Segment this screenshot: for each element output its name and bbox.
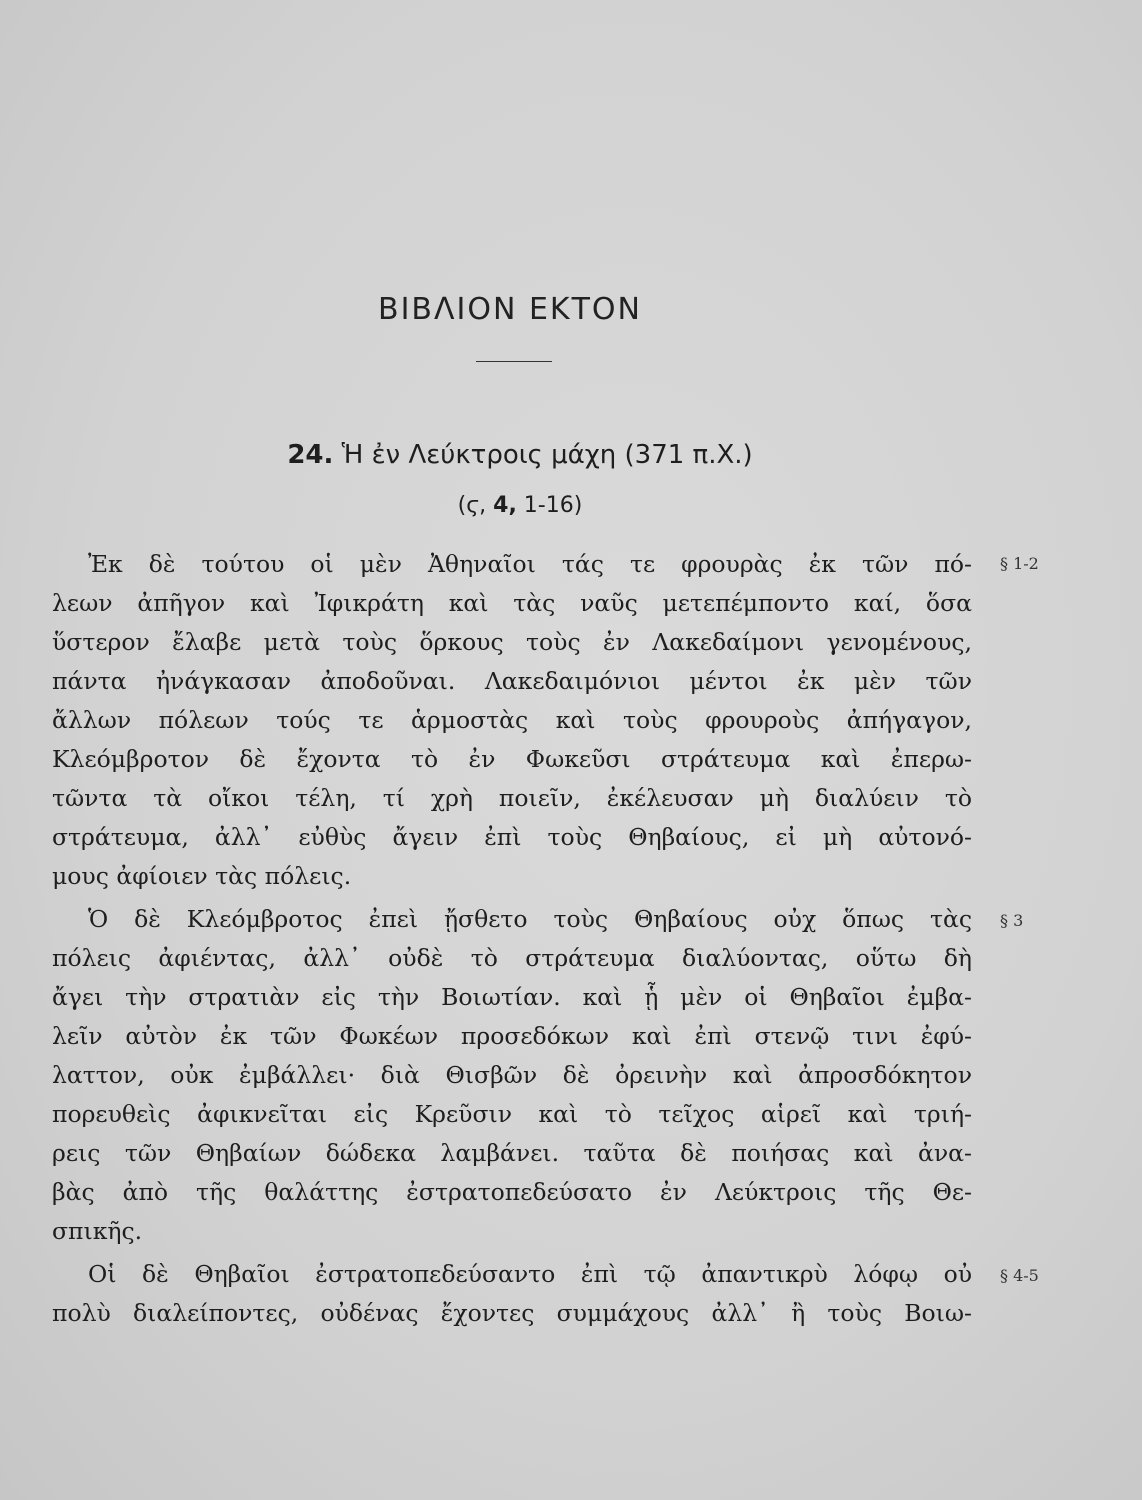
text-line: πολὺ διαλείποντες, οὐδένας ἔχοντες συμμάχους ἀλλ᾽ ἢ τοὺς Βοιω- — [52, 1299, 972, 1327]
text-line: Ὁ δὲ Κλεόμβροτος ἐπεὶ ᾔσθετο τοὺς Θηβαίους οὐχ ὅπως τὰς — [88, 905, 972, 933]
chapter-reference — [0, 493, 1040, 518]
text-line: λεῖν αὐτὸν ἐκ τῶν Φωκέων προσεδόκων καὶ ἐπὶ στενῷ τινι ἐφύ- — [52, 1022, 972, 1050]
chapter-reference-range: 1-16) — [516, 493, 583, 518]
text-line: Κλεόμβροτον δὲ ἔχοντα τὸ ἐν Φωκεῦσι στράτευμα καὶ ἐπερω- — [52, 745, 972, 773]
text-line: πόλεις ἀφιέντας, ἀλλ᾽ οὐδὲ τὸ στράτευμα διαλύοντας, οὕτω δὴ — [52, 944, 972, 972]
text-line: ρεις τῶν Θηβαίων δώδεκα λαμβάνει. ταῦτα δὲ ποιήσας καὶ ἀνα- — [52, 1139, 972, 1167]
text-line: λεων ἀπῆγον καὶ Ἰφικράτη καὶ τὰς ναῦς μετεπέμποντο καί, ὅσα — [52, 589, 972, 617]
text-line: τῶντα τὰ οἴκοι τέλη, τί χρὴ ποιεῖν, ἐκέλευσαν μὴ διαλύειν τὸ — [52, 784, 972, 812]
text-line: πάντα ἠνάγκασαν ἀποδοῦναι. Λακεδαιμόνιοι μέντοι ἐκ μὲν τῶν — [52, 667, 972, 695]
text-line: σπικῆς. — [52, 1217, 143, 1245]
book-title: ΒΙΒΛΙΟΝ ΕΚΤΟΝ — [378, 292, 642, 327]
margin-section-note: § 1-2 — [1000, 554, 1039, 573]
text-line: Οἱ δὲ Θηβαῖοι ἐστρατοπεδεύσαντο ἐπὶ τῷ ἀπαντικρὺ λόφῳ οὐ — [88, 1260, 972, 1288]
margin-section-note: § 4-5 — [1000, 1266, 1039, 1285]
chapter-title: Ἡ ἐν Λεύκτροις μάχη (371 π.Χ.) — [341, 440, 753, 470]
text-line: μους ἀφίοιεν τὰς πόλεις. — [52, 862, 352, 890]
text-line: ἄλλων πόλεων τούς τε ἁρμοστὰς καὶ τοὺς φρουροὺς ἀπήγαγον, — [52, 706, 972, 734]
text-line: ἄγει τὴν στρατιὰν εἰς τὴν Βοιωτίαν. καὶ ᾗ μὲν οἱ Θηβαῖοι ἐμβα- — [52, 983, 972, 1011]
chapter-reference-prefix: (ϛ, — [457, 493, 494, 518]
text-line: βὰς ἀπὸ τῆς θαλάττης ἐστρατοπεδεύσατο ἐν Λεύκτροις τῆς Θε- — [52, 1178, 972, 1206]
text-line: Ἐκ δὲ τούτου οἱ μὲν Ἀθηναῖοι τάς τε φρουρὰς ἐκ τῶν πό- — [88, 550, 972, 578]
text-line: πορευθεὶς ἀφικνεῖται εἰς Κρεῦσιν καὶ τὸ τεῖχος αἱρεῖ καὶ τριή- — [52, 1100, 972, 1128]
chapter-heading — [0, 440, 1040, 470]
chapter-reference-section: 4, — [493, 493, 517, 518]
margin-section-note: § 3 — [1000, 911, 1024, 930]
chapter-number: 24. — [287, 440, 334, 470]
title-divider — [476, 361, 552, 362]
text-line: ὕστερον ἔλαβε μετὰ τοὺς ὅρκους τοὺς ἐν Λακεδαίμονι γενομένους, — [52, 628, 972, 656]
text-line: στράτευμα, ἀλλ᾽ εὐθὺς ἄγειν ἐπὶ τοὺς Θηβαίους, εἰ μὴ αὐτονό- — [52, 823, 972, 851]
text-line: λαττον, οὐκ ἐμβάλλει· διὰ Θισβῶν δὲ ὀρεινὴν καὶ ἀπροσδόκητον — [52, 1061, 972, 1089]
